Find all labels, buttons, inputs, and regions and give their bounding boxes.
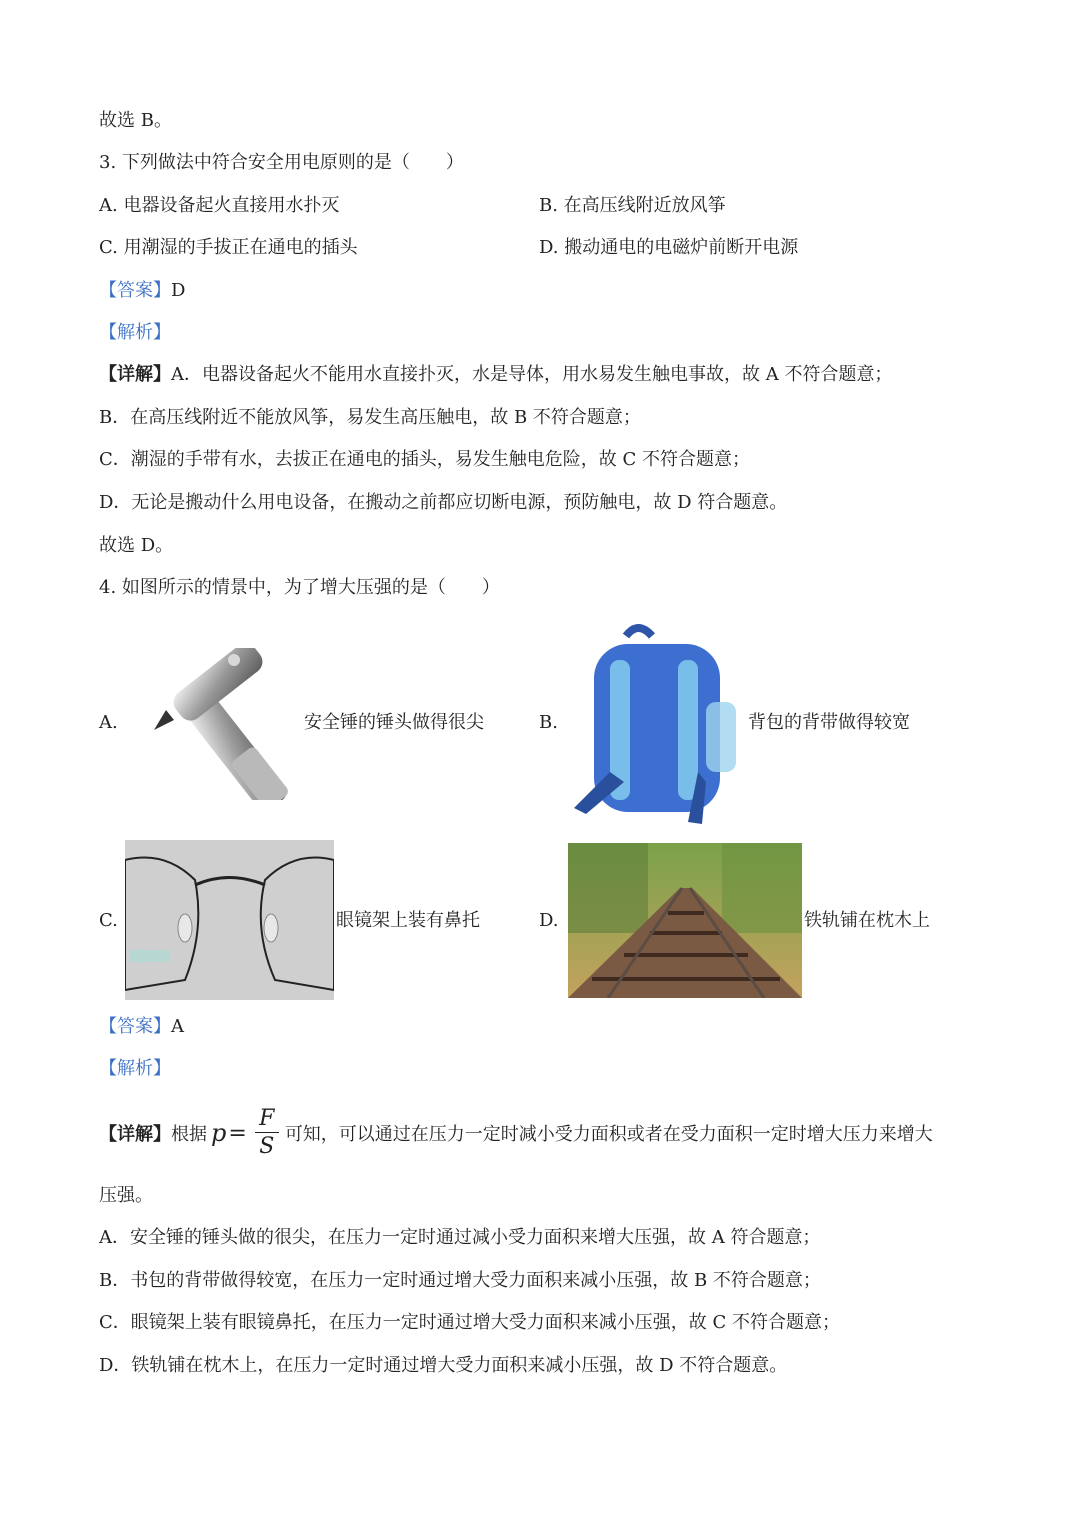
q4-option-a-letter: A. [99,712,118,733]
q4-answer [99,1014,184,1040]
analysis-label: 【解析】 [99,1058,171,1079]
q4-formula-continuation: 压强。 [99,1185,153,1206]
detail-text: A．电器设备起火不能用水直接扑灭，水是导体，用水易发生触电事故，故 A 不符合题意； [171,364,893,385]
q3-conclusion: 故选 D。 [99,535,174,556]
q4-option-d-letter: D. [539,910,559,931]
q3-option-b: B. 在高压线附近放风筝 [539,195,726,216]
eyeglasses-image [125,840,334,1000]
q3-detail-line-3: C．潮湿的手带有水，去拔正在通电的插头，易发生触电危险，故 C 不符合题意； [99,449,750,470]
answer-value: A [171,1016,184,1037]
previous-conclusion: 故选 B。 [99,110,172,131]
q4-analysis-label [99,1056,171,1082]
q3-stem: 3. 下列做法中符合安全用电原则的是（ ） [99,152,464,173]
answer-value: D [171,280,186,301]
q3-option-d: D. 搬动通电的电磁炉前断开电源 [539,237,799,258]
safety-hammer-image [150,648,302,800]
q4-option-c-caption: 眼镜架上装有鼻托 [336,910,480,931]
q3-detail-line-1 [99,362,892,388]
q3-detail-line-2: B．在高压线附近不能放风筝，易发生高压触电，故 B 不符合题意； [99,407,641,428]
q4-option-b-letter: B. [539,712,558,733]
detail-label: 【详解】 [99,364,171,385]
answer-label: 【答案】 [99,280,171,301]
q4-detail-line-2: B．书包的背带做得较宽，在压力一定时通过增大受力面积来减小压强，故 B 不符合题意； [99,1270,821,1291]
q3-analysis-label [99,320,171,346]
analysis-label: 【解析】 [99,322,171,343]
q3-answer [99,278,185,304]
detail-label: 【详解】 [99,1124,171,1145]
q4-formula-line [99,1103,933,1163]
formula-suffix: 可知，可以通过在压力一定时减小受力面积或者在受力面积一定时增大压力来增大 [284,1124,933,1145]
q4-option-d-caption: 铁轨铺在枕木上 [804,910,930,931]
q4-detail-line-4: D．铁轨铺在枕木上，在压力一定时通过增大受力面积来减小压强，故 D 不符合题意。 [99,1355,788,1376]
formula-fraction [255,1106,279,1161]
formula-numerator: F [259,1105,275,1131]
q3-option-a: A. 电器设备起火直接用水扑灭 [99,195,340,216]
formula-denominator: S [259,1133,275,1159]
q4-option-c-letter: C. [99,910,118,931]
q4-stem: 4. 如图所示的情景中，为了增大压强的是（ ） [99,577,500,598]
railway-track-image [568,843,802,998]
q4-detail-line-3: C．眼镜架上装有眼镜鼻托，在压力一定时通过增大受力面积来减小压强，故 C 不符合题意； [99,1312,840,1333]
q4-option-b-caption: 背包的背带做得较宽 [748,712,910,733]
q3-detail-line-4: D．无论是搬动什么用电设备，在搬动之前都应切断电源，预防触电，故 D 符合题意。 [99,492,788,513]
answer-label: 【答案】 [99,1016,171,1037]
q4-detail-line-1: A．安全锤的锤头做的很尖，在压力一定时通过减小受力面积来增大压强，故 A 符合题意； [99,1227,821,1248]
q3-option-c: C. 用潮湿的手拔正在通电的插头 [99,237,358,258]
formula-equals: = [228,1120,247,1146]
formula-p: p [211,1119,227,1147]
q4-option-a-caption: 安全锤的锤头做得很尖 [304,712,484,733]
backpack-image [566,622,742,826]
formula-prefix: 根据 [171,1124,207,1145]
